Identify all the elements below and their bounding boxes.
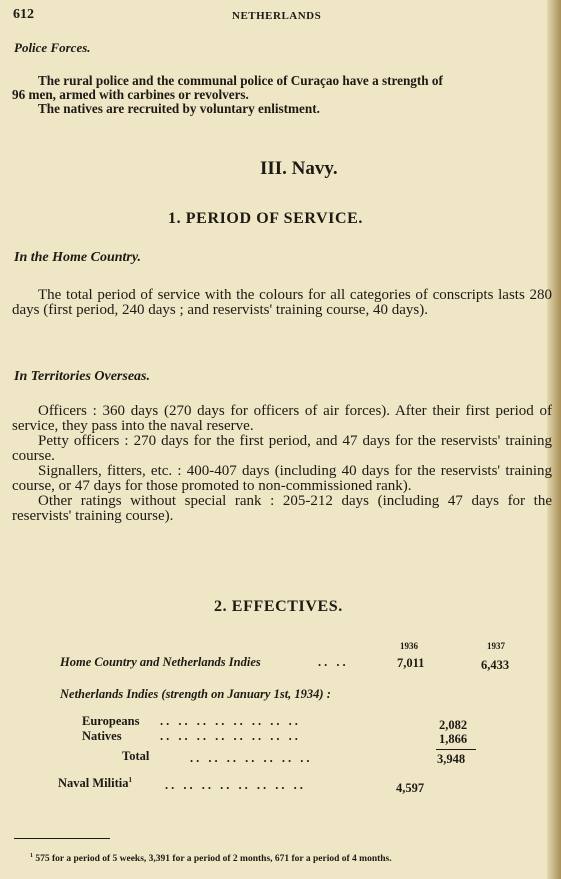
leader-dots: .. .. .. .. .. .. .. .. — [165, 778, 306, 792]
signallers-paragraph: Signallers, fitters, etc. : 400-407 days (including 40 days for the reservists' training course, or 47 days for those promoted to non-commissioned rank). — [12, 463, 552, 494]
running-head: NETHERLANDS — [232, 10, 322, 22]
leader-dots: .. .. .. .. .. .. .. .. — [160, 729, 301, 743]
total-label: Total — [122, 749, 150, 763]
natives-label: Natives — [82, 729, 122, 743]
year-1937: 1937 — [487, 641, 505, 651]
home-value-1937: 6,433 — [481, 658, 510, 672]
home-row-label: Home Country and Netherlands Indies — [60, 655, 261, 669]
militia-label: Naval Militia$^1$ — [58, 776, 132, 791]
overseas-heading: In Territories Overseas. — [14, 369, 150, 384]
natives-value: 1,866 — [439, 732, 468, 746]
footnote-rule — [14, 838, 110, 839]
indies-heading: Netherlands Indies (strength on January 1st, 1934) : — [60, 687, 331, 701]
total-rule — [436, 749, 476, 750]
home-value-1936: 7,011 — [397, 656, 425, 670]
officers-paragraph: Officers : 360 days (270 days for officers of air forces). After their first period of service, they pass into the naval reserve. — [12, 403, 552, 434]
petty-officers-paragraph: Petty officers : 270 days for the first period, and 47 days for the reservists' training course. — [12, 433, 552, 464]
year-1936: 1936 — [400, 641, 418, 651]
effectives-heading: 2. EFFECTIVES. — [214, 598, 343, 615]
europeans-label: Europeans — [82, 714, 140, 728]
police-heading: Police Forces. — [14, 40, 91, 55]
navy-heading: III. Navy. — [260, 158, 338, 179]
militia-value: 4,597 — [396, 781, 425, 795]
leader-dots: .. .. — [318, 655, 349, 669]
europeans-value: 2,082 — [439, 718, 468, 732]
home-country-paragraph: The total period of service with the colours for all categories of conscripts lasts 280 days (first period, 240 days ; and reservists' training course, 40 days). — [12, 287, 552, 318]
home-country-heading: In the Home Country. — [14, 250, 142, 265]
page-number: 612 — [13, 7, 34, 22]
police-line-1: The rural police and the communal police of Curaçao have a strength of — [38, 73, 443, 88]
leader-dots: .. .. .. .. .. .. .. .. — [160, 714, 301, 728]
total-value: 3,948 — [437, 752, 466, 766]
police-line-2: 96 men, armed with carbines or revolvers. — [12, 87, 249, 102]
footnote-mark: 1 — [128, 776, 132, 784]
leader-dots: .. .. .. .. .. .. .. — [190, 751, 313, 765]
police-line-3: The natives are recruited by voluntary enlistment. — [38, 101, 320, 116]
period-heading: 1. PERIOD OF SERVICE. — [168, 210, 364, 227]
overseas-paragraphs — [12, 404, 552, 524]
footnote: $^1$ 575 for a period of 5 weeks, 3,391 for a period of 2 months, 671 for a period of 4 months. — [30, 853, 392, 865]
other-ratings-paragraph: Other ratings without special rank : 205-212 days (including 47 days for the reservists' training course). — [12, 493, 552, 524]
